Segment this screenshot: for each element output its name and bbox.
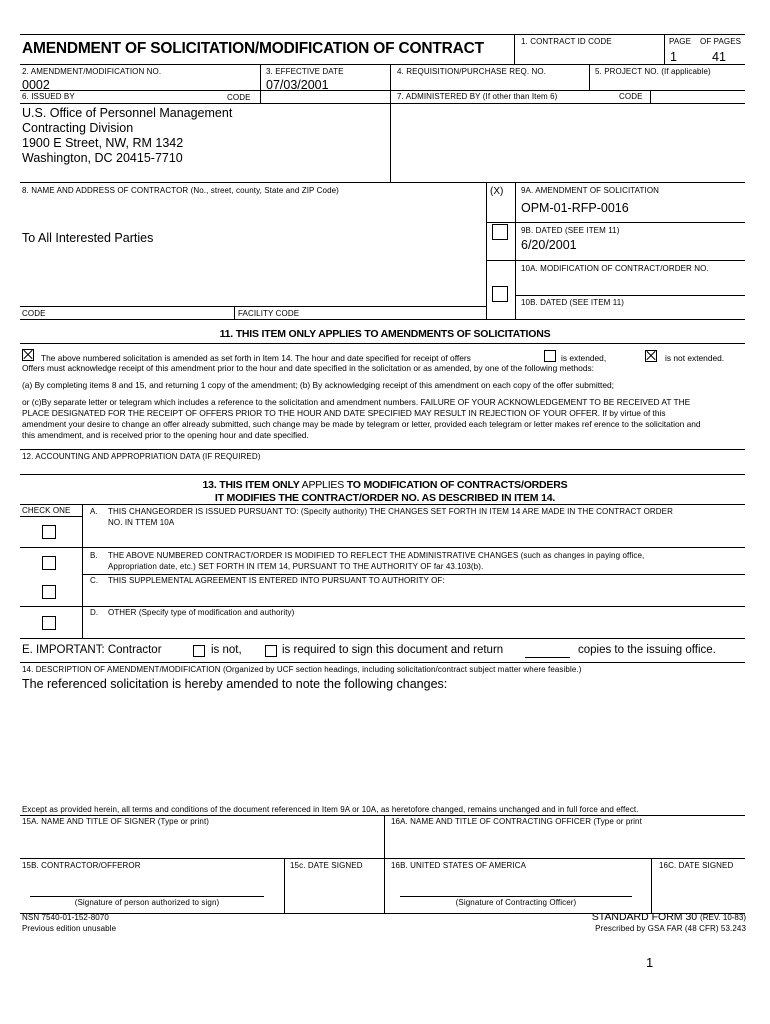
contractor-value: To All Interested Parties [22,231,154,245]
contract-id-label: 1. CONTRACT ID CODE [521,37,612,46]
item-13-heading-line-2: IT MODIFIES THE CONTRACT/ORDER NO. AS DESCRIBED IN ITEM 14. [214,492,556,504]
is-not-extended-checkbox[interactable] [645,350,657,362]
effective-date-value: 07/03/2001 [266,78,329,92]
option-b-text-2: Appropriation date, etc.) SET FORTH IN ITEM 14, PURSUANT TO THE AUTHORITY OF far 43.103(b). [108,562,484,571]
item-15a-label: 15A. NAME AND TITLE OF SIGNER (Type or print) [22,817,210,826]
item-11-line-4: or (c)By separate letter or telegram which includes a reference to the solicitation and amendment numbers. FAILURE OF YOUR ACKNOWLEDGEMENT TO BE RECEIVED AT THE [22,397,691,407]
copies-label: copies to the issuing office. [578,644,716,656]
nsn-label: NSN 7540-01-152-8070 [22,913,109,922]
solicitation-amended-checkbox[interactable] [22,349,34,361]
code-label: CODE [227,93,251,102]
copies-blank[interactable] [525,657,570,658]
option-a-text-2: NO. IN TTEM 10A [108,518,175,527]
signature-officer-caption: (Signature of Contracting Officer) [455,898,577,907]
item-9a-label: 9A. AMENDMENT OF SOLICITATION [521,186,660,195]
is-not-checkbox[interactable] [193,645,205,657]
administered-by-label: 7. ADMINISTERED BY (If other than Item 6) [397,92,558,101]
signature-person-caption: (Signature of person authorized to sign) [74,898,220,907]
item-9a-value: OPM-01-RFP-0016 [521,201,629,215]
issued-by-line-4: Washington, DC 20415-7710 [22,151,183,165]
issued-by-line-1: U.S. Office of Personnel Management [22,106,233,120]
item-10a-label: 10A. MODIFICATION OF CONTRACT/ORDER NO. [521,264,709,273]
except-text: Except as provided herein, all terms and conditions of the document referenced in Item 9A or 10A, as heretofore changed, remains unchanged and in full force and effect. [22,805,639,814]
option-b-checkbox[interactable] [42,556,56,570]
page-label: PAGE [669,37,692,46]
prescribed-label: Prescribed by GSA FAR (48 CFR) 53.243 [595,924,746,933]
item-12-label: 12. ACCOUNTING AND APPROPRIATION DATA (IF REQUIRED) [22,452,261,461]
is-extended-checkbox[interactable] [544,350,556,362]
issued-by-label: 6. ISSUED BY [22,92,75,101]
signature-line-officer[interactable] [400,896,632,897]
item-9-checkbox[interactable] [492,224,508,240]
check-one-label: CHECK ONE [22,506,71,515]
option-c-checkbox[interactable] [42,585,56,599]
option-a-checkbox[interactable] [42,525,56,539]
is-required-checkbox[interactable] [265,645,277,657]
previous-edition-label: Previous edition unusable [22,924,117,933]
code-label-2: CODE [619,92,643,101]
option-c-letter: C. [90,576,99,585]
item-11-line-3: (a) By completing items 8 and 15, and returning 1 copy of the amendment; (b) By acknowledging receipt of this amendment on each copy of the offer submitted; [22,380,615,390]
page-number: 1 [646,955,654,970]
item-15b-label: 15B. CONTRACTOR/OFFEROR [22,861,141,870]
of-pages-value: 41 [712,50,726,64]
item-15c-label: 15c. DATE SIGNED [290,861,363,870]
item-9b-value: 6/20/2001 [521,238,577,252]
item-13-heading: 13. THIS ITEM ONLY APPLIES TO MODIFICATION OF CONTRACTS/ORDERS [202,479,568,491]
item-11-line-1: The above numbered solicitation is amended as set forth in Item 14. The hour and date specified for receipt of offers [41,353,471,363]
contractor-code-label: CODE [22,309,46,318]
effective-date-label: 3. EFFECTIVE DATE [266,67,344,76]
item-14-text: The referenced solicitation is hereby amended to note the following changes: [22,677,448,691]
item-10-checkbox[interactable] [492,286,508,302]
item-14-label: 14. DESCRIPTION OF AMENDMENT/MODIFICATION (Organized by UCF section headings, including solicitation/contract subject matter where feasible.) [22,665,582,674]
item-16b-label: 16B. UNITED STATES OF AMERICA [391,861,527,870]
rule [20,34,745,35]
item-11-line-7: this amendment, and is received prior to the opening hour and date specified. [22,430,309,440]
item-16c-label: 16C. DATE SIGNED [659,861,734,870]
issued-by-line-2: Contracting Division [22,121,134,135]
item-11-line-6: amendment your desire to change an offer already submitted, such change may be made by telegram or letter, provided each telegram or letter makes ref erence to the solicitation and [22,419,701,429]
signature-line-contractor[interactable] [30,896,264,897]
item-10b-label: 10B. DATED (SEE ITEM 11) [521,298,625,307]
form-title: AMENDMENT OF SOLICITATION/MODIFICATION OF CONTRACT [22,40,484,57]
x-mark-label: (X) [490,186,504,197]
amendment-no-label: 2. AMENDMENT/MODIFICATION NO. [22,67,162,76]
is-not-label: is not, [211,644,242,656]
issued-by-line-3: 1900 E Street, NW, RM 1342 [22,136,184,150]
option-a-letter: A. [90,507,98,516]
important-label: E. IMPORTANT: Contractor [22,644,162,656]
standard-form-label: STANDARD FORM 30 (REV. 10-83) [591,911,746,923]
requisition-label: 4. REQUISITION/PURCHASE REQ. NO. [397,67,547,76]
option-b-text-1: THE ABOVE NUMBERED CONTRACT/ORDER IS MODIFIED TO REFLECT THE ADMINISTRATIVE CHANGES (such as changes in paying office, [108,551,645,560]
option-b-letter: B. [90,551,98,560]
project-no-label: 5. PROJECT NO. (If applicable) [595,67,711,76]
item-9b-label: 9B. DATED (SEE ITEM 11) [521,226,620,235]
amendment-no-value: 0002 [22,78,50,92]
item-11-line-5: PLACE DESIGNATED FOR THE RECEIPT OF OFFERS PRIOR TO THE HOUR AND DATE SPECIFIED MAY RESULT IN REJECTION OF YOUR OFFER. If by virtue of this [22,408,666,418]
option-d-text: OTHER (Specify type of modification and authority) [108,608,295,617]
item-16a-label: 16A. NAME AND TITLE OF CONTRACTING OFFICER (Type or print [391,817,642,826]
option-c-text: THIS SUPPLEMENTAL AGREEMENT IS ENTERED INTO PURSUANT TO AUTHORITY OF: [108,576,445,585]
option-a-text-1: THIS CHANGEORDER IS ISSUED PURSUANT TO: (Specify authority) THE CHANGES SET FORTH IN ITEM 14 ARE MADE IN THE CONTRACT ORDER [108,507,673,516]
option-d-checkbox[interactable] [42,616,56,630]
contractor-label: 8. NAME AND ADDRESS OF CONTRACTOR (No., street, county, State and ZIP Code) [22,186,339,195]
facility-code-label: FACILITY CODE [238,309,300,318]
of-pages-label: OF PAGES [700,37,742,46]
is-required-label: is required to sign this document and return [282,644,504,656]
is-extended-label: is extended, [561,353,607,363]
option-d-letter: D. [90,608,99,617]
is-not-extended-label: is not extended. [665,353,725,363]
item-11-heading: 11. THIS ITEM ONLY APPLIES TO AMENDMENTS OF SOLICITATIONS [219,328,551,340]
page-value: 1 [670,50,677,64]
item-11-line-2: Offers must acknowledge receipt of this amendment prior to the hour and date specified in the solicitation or as amended, by one of the following methods: [22,363,594,373]
